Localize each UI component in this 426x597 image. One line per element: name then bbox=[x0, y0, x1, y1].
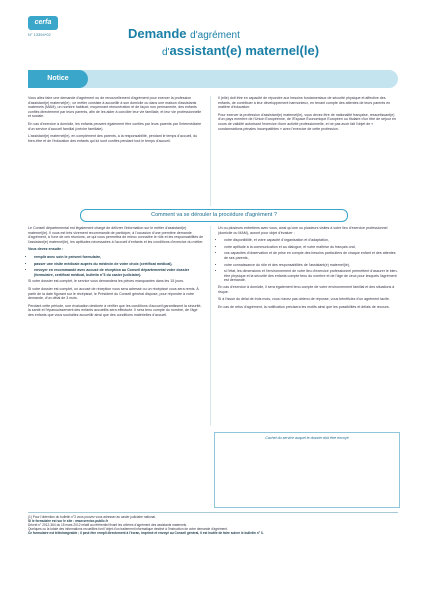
title-line-2 bbox=[128, 43, 319, 60]
notice-paragraph: Il (elle) doit être en capacité de répondre aux besoins fondamentaux de sécurité physique et affective des enfants, de contribuer à leur développement harmonieux, en tenant compte des attentes de leurs parents en matière d'éducation. bbox=[218, 96, 391, 110]
page-title bbox=[128, 26, 319, 60]
list-item: • si l'état, les dimensions et l'environnement de votre lieu d'exercice professionnel permettent d'assurer le bien-être physique et la sécurité des enfants compte tenu du nombre et de l'âge de ceux pour lesquels l'agrément est demandé. bbox=[224, 269, 398, 283]
notice-label: Notice bbox=[28, 70, 88, 88]
notice-band bbox=[28, 70, 398, 88]
procedure-list-heading: Vous devez ensuite : bbox=[28, 247, 64, 252]
notice-paragraph: Vous allez faire une demande d'agrément ou de renouvellement d'agrément pour exercer la profession d'assistant(e) maternel(le) ; ce métier consiste à accueillir à son domicile ou dans une maison d'assistants maternels (MAM), un nombre habituel, moyennant rémunération et de façon non permanente, des enfants confiés directement par leurs parents, afin de les aider à concilier leur vie familiale, et leur vie professionnelle et sociale. bbox=[28, 96, 202, 119]
list-item: • envoyer en recommandé avec accusé de réception au Conseil départemental votre dossier (formulaire, certificat médical, bulletin n°3 du casier judiciaire). bbox=[34, 268, 204, 277]
list-item: • votre disponibilité, et votre capacité d'organisation et d'adaptation, bbox=[224, 238, 398, 243]
footer-note: Ce formulaire est téléchargeable ; il peut être rempli directement à l'écran, imprimé et envoyé au Conseil général, il est inutile de faire suivre le bulletin n° 3. bbox=[28, 531, 264, 536]
cerfa-number: N° 13394*02 bbox=[28, 32, 51, 37]
list-item: • votre aptitude à la communication et au dialogue, et votre maîtrise du français oral, bbox=[224, 245, 398, 250]
title-main-2: assistant(e) maternel(le) bbox=[169, 43, 320, 58]
list-item: • votre connaissance du rôle et des responsabilités de l'assistant(e) maternel(le), bbox=[224, 263, 398, 268]
procedure-list bbox=[28, 255, 204, 277]
procedure-paragraph: Un ou plusieurs entretiens avec vous, ainsi qu'une ou plusieurs visites à votre lieu d'exercice professionnel (domicile ou MAM), auront pour objet d'évaluer : bbox=[218, 226, 388, 235]
list-item: • vos capacités d'observation et de prise en compte des besoins particuliers de chaque enfant et des attentes de ses parents, bbox=[224, 251, 398, 260]
footer-note: Décret n° 2012-364 du 15 mars 2012 relatif au référentiel fixant les critères d'agrément des assistants maternels. bbox=[28, 522, 188, 527]
procedure-paragraph: Si à l'issue du délai de trois mois, vous n'avez pas obtenu de réponse, vous bénéficiez d'un agrément tacite. bbox=[218, 297, 390, 302]
column-divider bbox=[210, 226, 211, 426]
notice-left-column bbox=[28, 96, 204, 146]
footer-divider bbox=[28, 512, 398, 513]
stamp-label: Cachet du service auquel le dossier doit être envoyé bbox=[265, 436, 349, 440]
notice-paragraph: L'assistant(e) maternel(le), en complément des parents, a la responsabilité, pendant le temps d'accueil, du bien-être et de l'éducation des enfants qui lui sont confiés pendant tout le temps d'accueil. bbox=[28, 134, 198, 143]
notice-paragraph: En cas d'exercice à domicile, les enfants peuvent également être confiés par leurs parents par l'intermédiaire d'un service d'accueil familial (crèche familiale). bbox=[28, 121, 202, 131]
procedure-heading: Comment va se dérouler la procédure d'agrément ? bbox=[80, 209, 348, 222]
procedure-left-column bbox=[28, 226, 204, 321]
procedure-paragraph: En cas de refus d'agrément, la notification précisera les motifs ainsi que les possibilités et délais de recours. bbox=[218, 304, 390, 309]
procedure-paragraph: En cas d'exercice à domicile, il sera également tenu compte de votre environnement familial et des situations à risque. bbox=[218, 284, 395, 294]
list-item: • passer une visite médicale auprès du médecin de votre choix (certificat médical), bbox=[34, 262, 204, 267]
procedure-paragraph: Si votre dossier est complet, un accusé de réception vous sera adressé ou un récépissé vous sera remis. À partir de la date figurant sur le récépissé, le Président du Conseil général dispose, pour répondre à votre demande, d'un délai de 3 mois. bbox=[28, 286, 199, 301]
list-item: • remplir avec soin le présent formulaire, bbox=[34, 255, 204, 260]
footer-note: Si le formulaire est sur le site : www.service-public.fr bbox=[28, 518, 108, 523]
service-stamp-box bbox=[214, 432, 400, 508]
footer-note: (1) Pour l'obtention du bulletin n°3 vous pouvez vous adresser au casier judiciaire national. bbox=[28, 514, 156, 519]
footer-note: Quelques ou la totale des informations recueillies font l'objet d'un traitement informatique destiné à l'instruction de votre demande d'agrément. bbox=[28, 527, 228, 532]
title-small-2: d' bbox=[162, 47, 170, 58]
procedure-paragraph: Si votre dossier est complet, le service vous demandera les pièces manquantes dans les 15 jours. bbox=[28, 279, 185, 284]
title-small-1: d'agrément bbox=[190, 30, 240, 41]
title-main-1: Demande bbox=[128, 26, 187, 41]
title-line-1 bbox=[128, 26, 319, 43]
procedure-paragraph: Pendant cette période, une évaluation destinée à vérifier que les conditions d'accueil garantissent la sécurité, la santé et l'épanouissement des enfants accueillis sera effectuée. Il sera tenu compte du nombre, de l'âge des enfants que vous souhaitez accueillir ainsi que des conditions matérielles d'accueil. bbox=[28, 303, 202, 317]
procedure-right-column bbox=[218, 226, 398, 312]
cerfa-logo: cerfa bbox=[28, 16, 58, 30]
footer-notes bbox=[28, 512, 398, 536]
procedure-paragraph: Le Conseil départemental est légalement chargé de délivrer l'information sur le métier d'assistant(e) maternel(le). Il vous est très vivement recommandé de participer, à l'occasion d'une première demande d'agrément, à l'une de ces réunions, ce qui vous permettra de mieux connaître le rôle et les responsabilités de l'assistant(e) maternel(le), les aptitudes nécessaires à l'accueil d'enfants et les conditions d'exercice du métier. bbox=[28, 226, 204, 244]
procedure-criteria-list bbox=[218, 238, 398, 283]
notice-right-column bbox=[218, 96, 398, 134]
notice-paragraph: Pour exercer la profession d'assistant(e) maternel(le), vous devez être de nationalité française, ressortissant(e) d'un pays membre de l'Union Européenne, de l'Espace Économique Européen ou titulaire d'un titre de séjour en cours de validité autorisant l'exercice d'une activité professionnelle, et ne pas avoir fait l'objet de « condamnations pénales incompatibles » avec l'exercice de cette profession. bbox=[218, 112, 396, 131]
column-divider bbox=[210, 96, 211, 206]
